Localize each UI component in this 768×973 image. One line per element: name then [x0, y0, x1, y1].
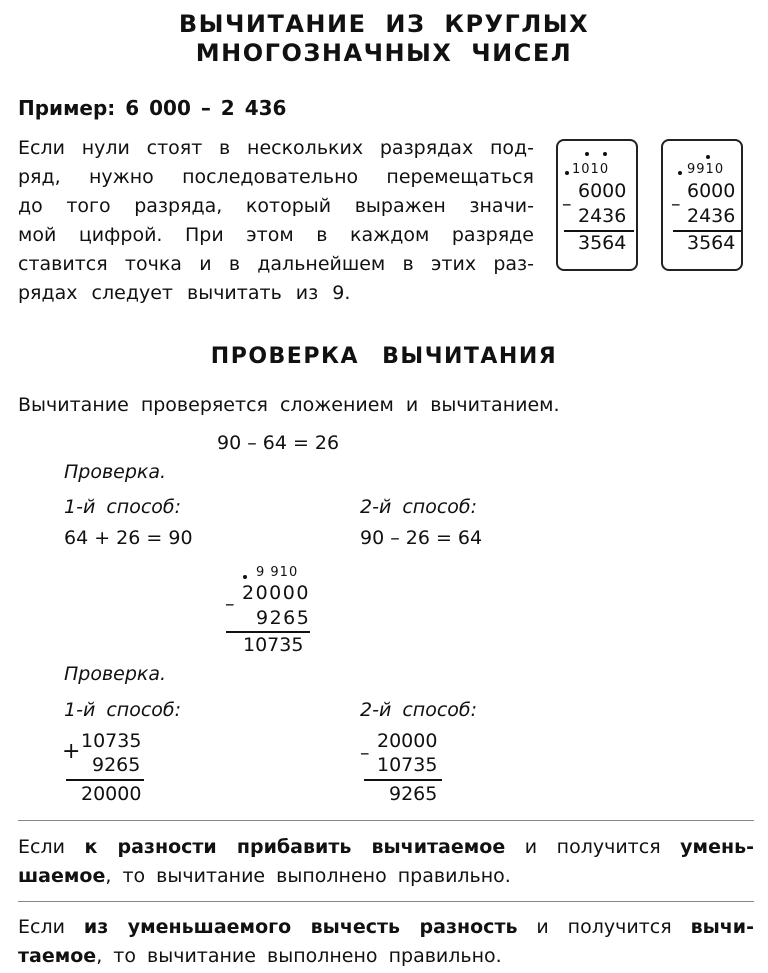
- rule-line: [18, 913, 754, 942]
- method-2-label: 2-й способ:: [360, 699, 478, 721]
- paragraph-line: рядах следует вычитать из 9.: [18, 282, 351, 304]
- minuend: 20000: [377, 730, 438, 752]
- method-1-equation: 64 + 26 = 90: [64, 527, 193, 549]
- minus-sign: –: [360, 742, 370, 764]
- rule-text: и получится: [505, 836, 681, 858]
- rule-bold: таемое: [18, 945, 97, 967]
- carry-dot: [706, 155, 710, 159]
- minus-sign: –: [671, 193, 681, 215]
- rule-text: Если: [18, 836, 85, 858]
- rule-box-1: [18, 833, 754, 891]
- method-1-label: 1-й способ:: [64, 699, 182, 721]
- rule-text: Если: [18, 916, 84, 938]
- rule-bold: к разности прибавить вычитаемое: [84, 836, 506, 858]
- carry-dot: [585, 152, 589, 156]
- carry-dot: [603, 152, 607, 156]
- result-rule: [66, 779, 144, 781]
- page-title-line-2: МНОГОЗНАЧНЫХ ЧИСЕЛ: [195, 39, 573, 67]
- explanation-paragraph: [18, 134, 534, 308]
- page-title-line-1: ВЫЧИТАНИЕ ИЗ КРУГЛЫХ: [178, 10, 590, 38]
- sum: 20000: [81, 783, 142, 805]
- rule-box-2: [18, 913, 754, 971]
- subtrahend: 2436: [687, 205, 736, 227]
- rule-bold: вычи-: [690, 916, 755, 938]
- carry-digits: 9 910: [256, 565, 299, 580]
- example-equation: 90 – 64 = 26: [217, 432, 340, 454]
- minus-sign: –: [562, 193, 572, 215]
- addend-1: 10735: [81, 730, 142, 752]
- addition-column: [62, 728, 162, 810]
- carry-dot: [565, 171, 569, 175]
- minus-sign: –: [225, 593, 235, 615]
- rule-text: , то вычитание выполнено правильно.: [96, 945, 502, 967]
- paragraph-line: Если нули стоят в нескольких разрядах под-: [18, 137, 534, 159]
- rule-line: [18, 833, 754, 862]
- result: 3564: [578, 232, 627, 254]
- plus-sign: +: [62, 739, 81, 764]
- subtraction-check-column: [360, 728, 460, 810]
- rule-bold: шаемое: [18, 865, 106, 887]
- result: 3564: [687, 232, 736, 254]
- example-heading: Пример: 6 000 – 2 436: [18, 96, 287, 120]
- divider: [18, 901, 754, 902]
- rule-bold: умень-: [680, 836, 755, 858]
- rule-text: и получится: [517, 916, 691, 938]
- minuend: 6000: [687, 180, 736, 202]
- rule-bold: из уменьшаемого вычесть разность: [83, 916, 518, 938]
- subtrahend: 10735: [377, 754, 438, 776]
- method-1-label: 1-й способ:: [64, 496, 182, 518]
- result-rule: [226, 631, 310, 633]
- carry-digits: 9910: [687, 162, 725, 177]
- rule-line: [18, 862, 754, 891]
- intro-text: Вычитание проверяется сложением и вычитанием.: [18, 394, 560, 416]
- section-title: ПРОВЕРКА ВЫЧИТАНИЯ: [210, 344, 558, 369]
- minuend: 20000: [242, 582, 310, 604]
- rule-text: , то вычитание выполнено правильно.: [105, 865, 511, 887]
- paragraph-line: ряд, нужно последовательно перемещаться: [18, 166, 534, 188]
- carry-dot: [243, 575, 247, 579]
- minuend: 6000: [578, 180, 627, 202]
- result-rule: [364, 779, 442, 781]
- subtrahend: 2436: [578, 205, 627, 227]
- carry-digits: 1010: [572, 162, 610, 177]
- result: 10735: [243, 634, 304, 656]
- addend-2: 9265: [92, 754, 141, 776]
- paragraph-line: до того разряда, который выражен значи-: [18, 195, 534, 217]
- method-2-label: 2-й способ:: [360, 496, 478, 518]
- example-card-1: [556, 139, 638, 271]
- divider: [18, 820, 754, 821]
- check-label: Проверка.: [64, 461, 167, 483]
- difference: 9265: [389, 783, 438, 805]
- check-label: Проверка.: [64, 663, 167, 685]
- carry-dot: [678, 171, 682, 175]
- paragraph-line: ставится точка и в дальнейшем в этих раз-: [18, 253, 534, 275]
- column-subtraction: [222, 560, 322, 660]
- method-2-equation: 90 – 26 = 64: [360, 527, 483, 549]
- subtrahend: 9265: [256, 607, 311, 629]
- rule-line: [18, 942, 754, 971]
- example-card-2: [661, 139, 743, 271]
- paragraph-line: мой цифрой. При этом в каждом разряде: [18, 224, 534, 246]
